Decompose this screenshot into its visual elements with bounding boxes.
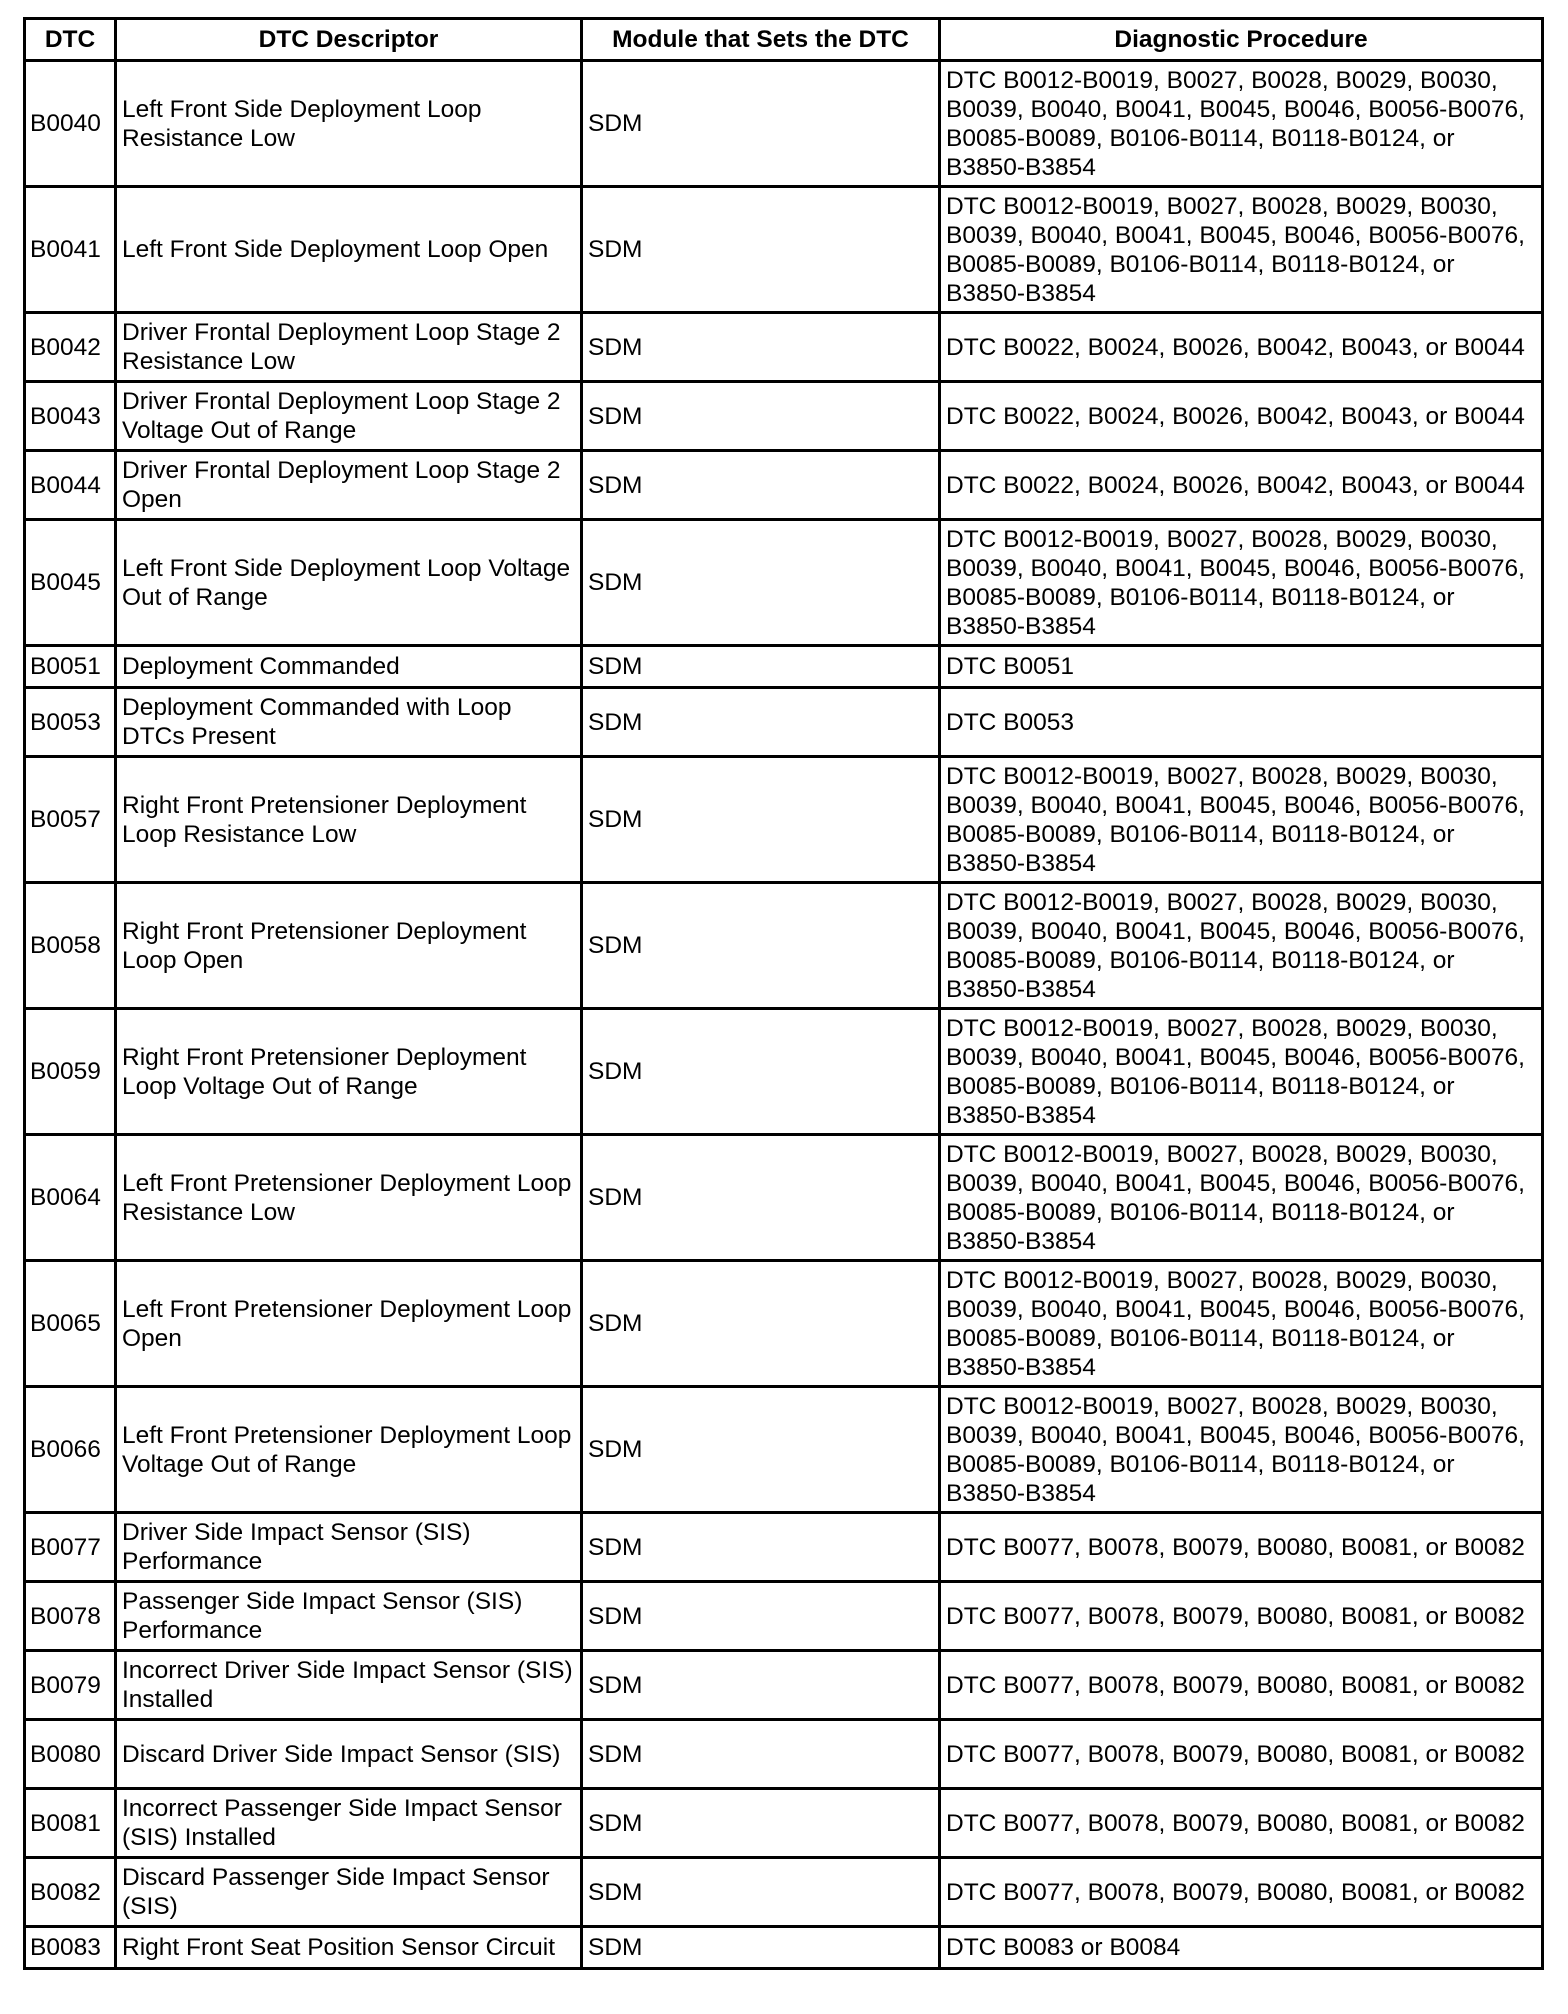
table-row bbox=[25, 520, 1543, 646]
cell-module: SDM bbox=[582, 1009, 940, 1135]
cell-dtc-code: B0064 bbox=[25, 1135, 116, 1261]
header-descriptor: DTC Descriptor bbox=[116, 19, 582, 61]
cell-module: SDM bbox=[582, 187, 940, 313]
cell-module: SDM bbox=[582, 313, 940, 382]
cell-dtc-descriptor: Driver Side Impact Sensor (SIS) Performance bbox=[116, 1513, 582, 1582]
table-row bbox=[25, 313, 1543, 382]
cell-dtc-descriptor: Right Front Seat Position Sensor Circuit bbox=[116, 1927, 582, 1969]
dtc-table-container bbox=[23, 17, 1541, 1970]
cell-module: SDM bbox=[582, 1651, 940, 1720]
cell-dtc-descriptor: Driver Frontal Deployment Loop Stage 2 Voltage Out of Range bbox=[116, 382, 582, 451]
header-dtc: DTC bbox=[25, 19, 116, 61]
cell-diagnostic-procedure: DTC B0077, B0078, B0079, B0080, B0081, or B0082 bbox=[940, 1582, 1543, 1651]
cell-dtc-descriptor: Right Front Pretensioner Deployment Loop Open bbox=[116, 883, 582, 1009]
cell-dtc-code: B0040 bbox=[25, 61, 116, 187]
table-row bbox=[25, 1720, 1543, 1789]
cell-diagnostic-procedure: DTC B0051 bbox=[940, 646, 1543, 688]
cell-diagnostic-procedure: DTC B0012-B0019, B0027, B0028, B0029, B0030, B0039, B0040, B0041, B0045, B0046, B0056-B0076, B0085-B0089, B0106-B0114, B0118-B0124, or B3850-B3854 bbox=[940, 1387, 1543, 1513]
header-module: Module that Sets the DTC bbox=[582, 19, 940, 61]
cell-dtc-code: B0078 bbox=[25, 1582, 116, 1651]
cell-module: SDM bbox=[582, 757, 940, 883]
cell-diagnostic-procedure: DTC B0083 or B0084 bbox=[940, 1927, 1543, 1969]
cell-module: SDM bbox=[582, 451, 940, 520]
cell-module: SDM bbox=[582, 1513, 940, 1582]
cell-module: SDM bbox=[582, 520, 940, 646]
cell-dtc-code: B0041 bbox=[25, 187, 116, 313]
table-row bbox=[25, 1009, 1543, 1135]
cell-dtc-descriptor: Discard Driver Side Impact Sensor (SIS) bbox=[116, 1720, 582, 1789]
cell-dtc-code: B0057 bbox=[25, 757, 116, 883]
cell-module: SDM bbox=[582, 688, 940, 757]
cell-dtc-descriptor: Passenger Side Impact Sensor (SIS) Performance bbox=[116, 1582, 582, 1651]
cell-diagnostic-procedure: DTC B0012-B0019, B0027, B0028, B0029, B0030, B0039, B0040, B0041, B0045, B0046, B0056-B0076, B0085-B0089, B0106-B0114, B0118-B0124, or B3850-B3854 bbox=[940, 187, 1543, 313]
cell-dtc-descriptor: Left Front Pretensioner Deployment Loop Open bbox=[116, 1261, 582, 1387]
cell-module: SDM bbox=[582, 1261, 940, 1387]
cell-diagnostic-procedure: DTC B0012-B0019, B0027, B0028, B0029, B0030, B0039, B0040, B0041, B0045, B0046, B0056-B0076, B0085-B0089, B0106-B0114, B0118-B0124, or B3850-B3854 bbox=[940, 1009, 1543, 1135]
cell-dtc-code: B0053 bbox=[25, 688, 116, 757]
cell-dtc-code: B0059 bbox=[25, 1009, 116, 1135]
table-row bbox=[25, 451, 1543, 520]
table-row bbox=[25, 1789, 1543, 1858]
cell-dtc-code: B0042 bbox=[25, 313, 116, 382]
cell-diagnostic-procedure: DTC B0012-B0019, B0027, B0028, B0029, B0030, B0039, B0040, B0041, B0045, B0046, B0056-B0076, B0085-B0089, B0106-B0114, B0118-B0124, or B3850-B3854 bbox=[940, 61, 1543, 187]
cell-dtc-code: B0079 bbox=[25, 1651, 116, 1720]
cell-diagnostic-procedure: DTC B0077, B0078, B0079, B0080, B0081, or B0082 bbox=[940, 1858, 1543, 1927]
table-row bbox=[25, 61, 1543, 187]
table-row bbox=[25, 646, 1543, 688]
cell-dtc-descriptor: Incorrect Passenger Side Impact Sensor (SIS) Installed bbox=[116, 1789, 582, 1858]
cell-dtc-code: B0058 bbox=[25, 883, 116, 1009]
cell-dtc-code: B0080 bbox=[25, 1720, 116, 1789]
cell-module: SDM bbox=[582, 1789, 940, 1858]
cell-module: SDM bbox=[582, 1720, 940, 1789]
cell-dtc-descriptor: Deployment Commanded with Loop DTCs Present bbox=[116, 688, 582, 757]
cell-module: SDM bbox=[582, 883, 940, 1009]
cell-module: SDM bbox=[582, 1387, 940, 1513]
cell-diagnostic-procedure: DTC B0077, B0078, B0079, B0080, B0081, or B0082 bbox=[940, 1720, 1543, 1789]
cell-dtc-descriptor: Left Front Side Deployment Loop Resistance Low bbox=[116, 61, 582, 187]
cell-dtc-descriptor: Right Front Pretensioner Deployment Loop Resistance Low bbox=[116, 757, 582, 883]
cell-dtc-code: B0045 bbox=[25, 520, 116, 646]
cell-diagnostic-procedure: DTC B0012-B0019, B0027, B0028, B0029, B0030, B0039, B0040, B0041, B0045, B0046, B0056-B0076, B0085-B0089, B0106-B0114, B0118-B0124, or B3850-B3854 bbox=[940, 1135, 1543, 1261]
cell-module: SDM bbox=[582, 1582, 940, 1651]
table-row bbox=[25, 757, 1543, 883]
table-row bbox=[25, 1513, 1543, 1582]
cell-diagnostic-procedure: DTC B0012-B0019, B0027, B0028, B0029, B0030, B0039, B0040, B0041, B0045, B0046, B0056-B0076, B0085-B0089, B0106-B0114, B0118-B0124, or B3850-B3854 bbox=[940, 883, 1543, 1009]
cell-dtc-descriptor: Deployment Commanded bbox=[116, 646, 582, 688]
cell-dtc-descriptor: Right Front Pretensioner Deployment Loop Voltage Out of Range bbox=[116, 1009, 582, 1135]
cell-dtc-code: B0065 bbox=[25, 1261, 116, 1387]
cell-dtc-code: B0083 bbox=[25, 1927, 116, 1969]
cell-dtc-code: B0082 bbox=[25, 1858, 116, 1927]
cell-dtc-code: B0066 bbox=[25, 1387, 116, 1513]
cell-dtc-code: B0044 bbox=[25, 451, 116, 520]
cell-diagnostic-procedure: DTC B0012-B0019, B0027, B0028, B0029, B0030, B0039, B0040, B0041, B0045, B0046, B0056-B0076, B0085-B0089, B0106-B0114, B0118-B0124, or B3850-B3854 bbox=[940, 1261, 1543, 1387]
header-procedure: Diagnostic Procedure bbox=[940, 19, 1543, 61]
table-row bbox=[25, 1387, 1543, 1513]
cell-diagnostic-procedure: DTC B0022, B0024, B0026, B0042, B0043, or B0044 bbox=[940, 313, 1543, 382]
cell-module: SDM bbox=[582, 646, 940, 688]
cell-dtc-descriptor: Discard Passenger Side Impact Sensor (SIS) bbox=[116, 1858, 582, 1927]
table-row bbox=[25, 1135, 1543, 1261]
cell-diagnostic-procedure: DTC B0012-B0019, B0027, B0028, B0029, B0030, B0039, B0040, B0041, B0045, B0046, B0056-B0076, B0085-B0089, B0106-B0114, B0118-B0124, or B3850-B3854 bbox=[940, 757, 1543, 883]
cell-dtc-code: B0077 bbox=[25, 1513, 116, 1582]
cell-diagnostic-procedure: DTC B0077, B0078, B0079, B0080, B0081, or B0082 bbox=[940, 1789, 1543, 1858]
table-row bbox=[25, 883, 1543, 1009]
cell-dtc-descriptor: Left Front Pretensioner Deployment Loop Voltage Out of Range bbox=[116, 1387, 582, 1513]
cell-dtc-code: B0081 bbox=[25, 1789, 116, 1858]
table-row bbox=[25, 1261, 1543, 1387]
cell-diagnostic-procedure: DTC B0053 bbox=[940, 688, 1543, 757]
table-row bbox=[25, 1927, 1543, 1969]
cell-dtc-descriptor: Driver Frontal Deployment Loop Stage 2 Resistance Low bbox=[116, 313, 582, 382]
cell-module: SDM bbox=[582, 382, 940, 451]
cell-diagnostic-procedure: DTC B0077, B0078, B0079, B0080, B0081, or B0082 bbox=[940, 1513, 1543, 1582]
cell-dtc-descriptor: Left Front Side Deployment Loop Voltage Out of Range bbox=[116, 520, 582, 646]
dtc-table bbox=[23, 17, 1544, 1970]
table-row bbox=[25, 187, 1543, 313]
cell-dtc-code: B0051 bbox=[25, 646, 116, 688]
cell-dtc-code: B0043 bbox=[25, 382, 116, 451]
table-body bbox=[25, 61, 1543, 1969]
table-row bbox=[25, 688, 1543, 757]
cell-dtc-descriptor: Left Front Pretensioner Deployment Loop Resistance Low bbox=[116, 1135, 582, 1261]
cell-dtc-descriptor: Left Front Side Deployment Loop Open bbox=[116, 187, 582, 313]
cell-dtc-descriptor: Driver Frontal Deployment Loop Stage 2 Open bbox=[116, 451, 582, 520]
cell-module: SDM bbox=[582, 1858, 940, 1927]
cell-diagnostic-procedure: DTC B0022, B0024, B0026, B0042, B0043, or B0044 bbox=[940, 382, 1543, 451]
cell-module: SDM bbox=[582, 61, 940, 187]
cell-diagnostic-procedure: DTC B0077, B0078, B0079, B0080, B0081, or B0082 bbox=[940, 1651, 1543, 1720]
table-header-row bbox=[25, 19, 1543, 61]
table-row bbox=[25, 1582, 1543, 1651]
cell-module: SDM bbox=[582, 1135, 940, 1261]
cell-module: SDM bbox=[582, 1927, 940, 1969]
table-row bbox=[25, 1651, 1543, 1720]
table-row bbox=[25, 382, 1543, 451]
cell-dtc-descriptor: Incorrect Driver Side Impact Sensor (SIS) Installed bbox=[116, 1651, 582, 1720]
cell-diagnostic-procedure: DTC B0012-B0019, B0027, B0028, B0029, B0030, B0039, B0040, B0041, B0045, B0046, B0056-B0076, B0085-B0089, B0106-B0114, B0118-B0124, or B3850-B3854 bbox=[940, 520, 1543, 646]
cell-diagnostic-procedure: DTC B0022, B0024, B0026, B0042, B0043, or B0044 bbox=[940, 451, 1543, 520]
table-row bbox=[25, 1858, 1543, 1927]
